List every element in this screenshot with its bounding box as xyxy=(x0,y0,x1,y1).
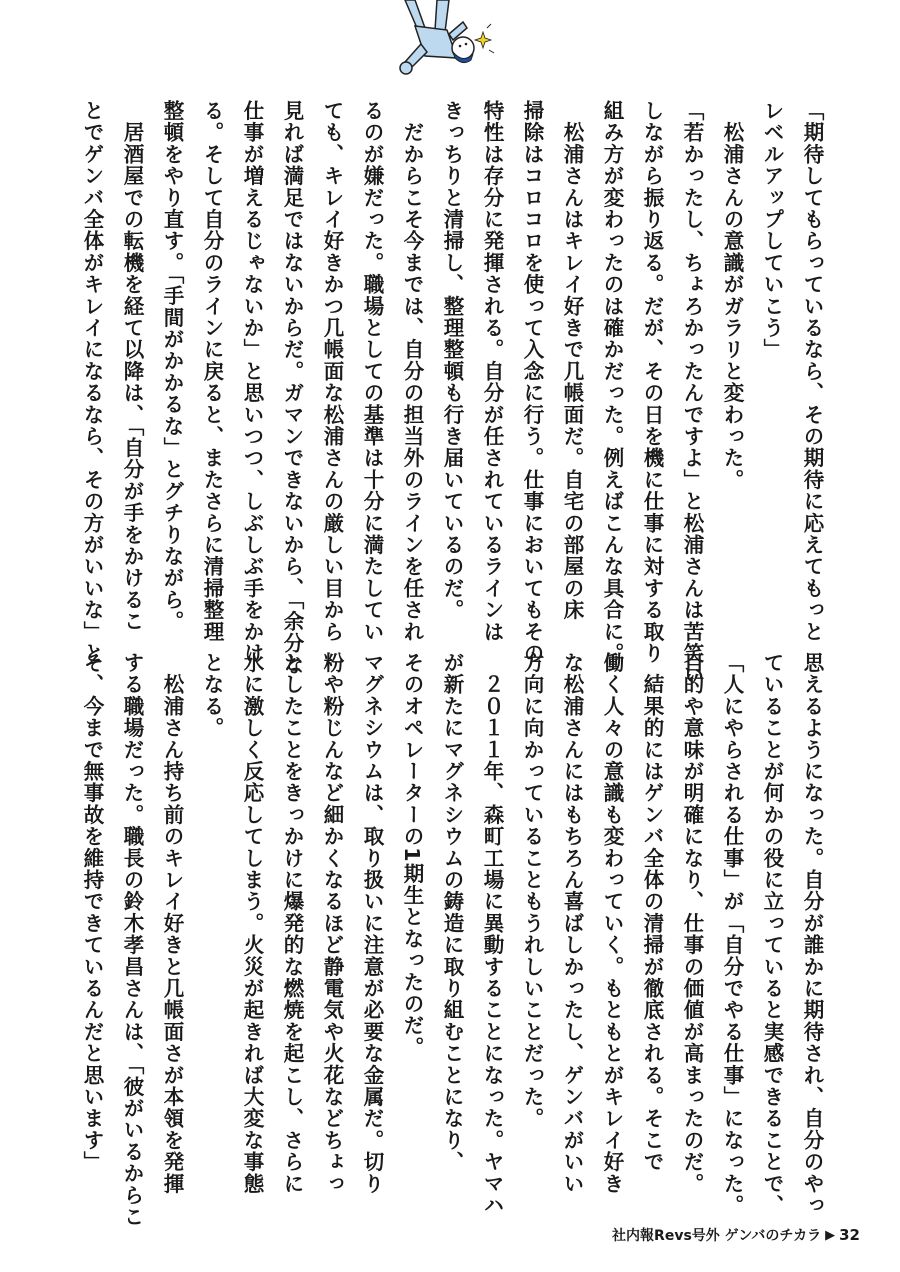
publication-name: 社内報Revs号外 ゲンバのチカラ xyxy=(612,1228,822,1244)
text-line: 「若かったし、ちょろかったんですよ」と松浦さんは苦笑い xyxy=(680,100,704,686)
article-body-top xyxy=(72,100,832,686)
text-line: 方向に向かっていることもうれしいことだった。 xyxy=(520,652,544,1130)
text-line: ても、キレイ好きかつ几帳面な松浦さんの厳しい目から xyxy=(320,100,344,643)
text-line: する職場だった。職長の鈴木孝昌さんは、「彼がいるからこ xyxy=(120,652,144,1228)
text-line: 松浦さんはキレイ好きで几帳面だ。自宅の部屋の床 xyxy=(560,100,584,621)
text-line: となる。 xyxy=(200,652,224,739)
page-number: 32 xyxy=(839,1226,860,1244)
text-line: マグネシウムは、取り扱いに注意が必要な金属だ。切り xyxy=(360,652,384,1195)
text-line: 松浦さんの意識がガラリと変わった。 xyxy=(720,100,744,491)
text-line: が新たにマグネシウムの鋳造に取り組むことになり、 xyxy=(440,652,464,1173)
falling-worker-illustration xyxy=(395,0,505,90)
text-line: 仕事が増えるじゃないか」と思いつつ、しぶしぶ手をかけ xyxy=(240,100,264,665)
page-footer xyxy=(612,1225,860,1245)
text-line: 「人にやらされる仕事」が「自分でやる仕事」になった。 xyxy=(720,652,744,1217)
text-line: そ、今まで無事故を維持できているんだと思います」 xyxy=(80,652,104,1173)
text-line: とでゲンバ全体がキレイになるなら、その方がいいな」と xyxy=(80,100,104,665)
text-line: 「期待してもらっているなら、その期待に応えてもっと xyxy=(800,100,824,643)
text-line: ていることが何かの役に立っていると実感できることで、 xyxy=(760,652,784,1217)
text-line: 特性は存分に発揮される。自分が任されているラインは xyxy=(480,100,504,643)
text-line: 整頓をやり直す。「手間がかかるな」とグチりながら。 xyxy=(160,100,184,633)
text-line: としたことをきっかけに爆発的な燃焼を起こし、さらに xyxy=(280,652,304,1195)
text-line: ２０１１年、森町工場に異動することになった。ヤマハ xyxy=(480,652,504,1217)
text-line: 結果的にはゲンバ全体の清掃が徹底される。そこで xyxy=(640,652,664,1173)
text-line: 松浦さん持ち前のキレイ好きと几帳面さが本領を発揮 xyxy=(160,652,184,1195)
text-line: るのが嫌だった。職場としての基準は十分に満たしてい xyxy=(360,100,384,643)
text-line: る。そして自分のラインに戻ると、またさらに清掃整理 xyxy=(200,100,224,643)
text-line: 組み方が変わったのは確かだった。例えばこんな具合に。 xyxy=(600,100,624,665)
text-line: 水に激しく反応してしまう。火災が起きれば大変な事態 xyxy=(240,652,264,1195)
text-line: 居酒屋での転機を経て以降は、「自分が手をかけるこ xyxy=(120,100,144,633)
text-line: きっちりと清掃し、整理整頓も行き届いているのだ。 xyxy=(440,100,464,621)
text-line: 働く人々の意識も変わっていく。もともとがキレイ好き xyxy=(600,652,624,1195)
text-line: レベルアップしていこう」 xyxy=(760,100,784,361)
text-line: だからこそ今までは、自分の担当外のラインを任され xyxy=(400,100,424,643)
text-line: 目的や意味が明確になり、仕事の価値が高まったのだ。 xyxy=(680,652,704,1195)
text-line: 見れば満足ではないからだ。ガマンできないから、「余分な xyxy=(280,100,304,676)
text-line: そのオペレーターの1期生となったのだ。 xyxy=(400,652,424,1059)
text-line: 思えるようになった。自分が誰かに期待され、自分のやっ xyxy=(800,652,824,1217)
text-line: しながら振り返る。だが、その日を機に仕事に対する取り xyxy=(640,100,664,665)
article-body-bottom xyxy=(72,652,832,1228)
triangle-right-icon: ▶ xyxy=(825,1227,836,1243)
text-line: 粉や粉じんなど細かくなるほど静電気や火花などちょっ xyxy=(320,652,344,1195)
text-line: 掃除はコロコロを使って入念に行う。仕事においてもその xyxy=(520,100,544,665)
text-line: な松浦さんにはもちろん喜ばしかったし、ゲンバがいい xyxy=(560,652,584,1195)
